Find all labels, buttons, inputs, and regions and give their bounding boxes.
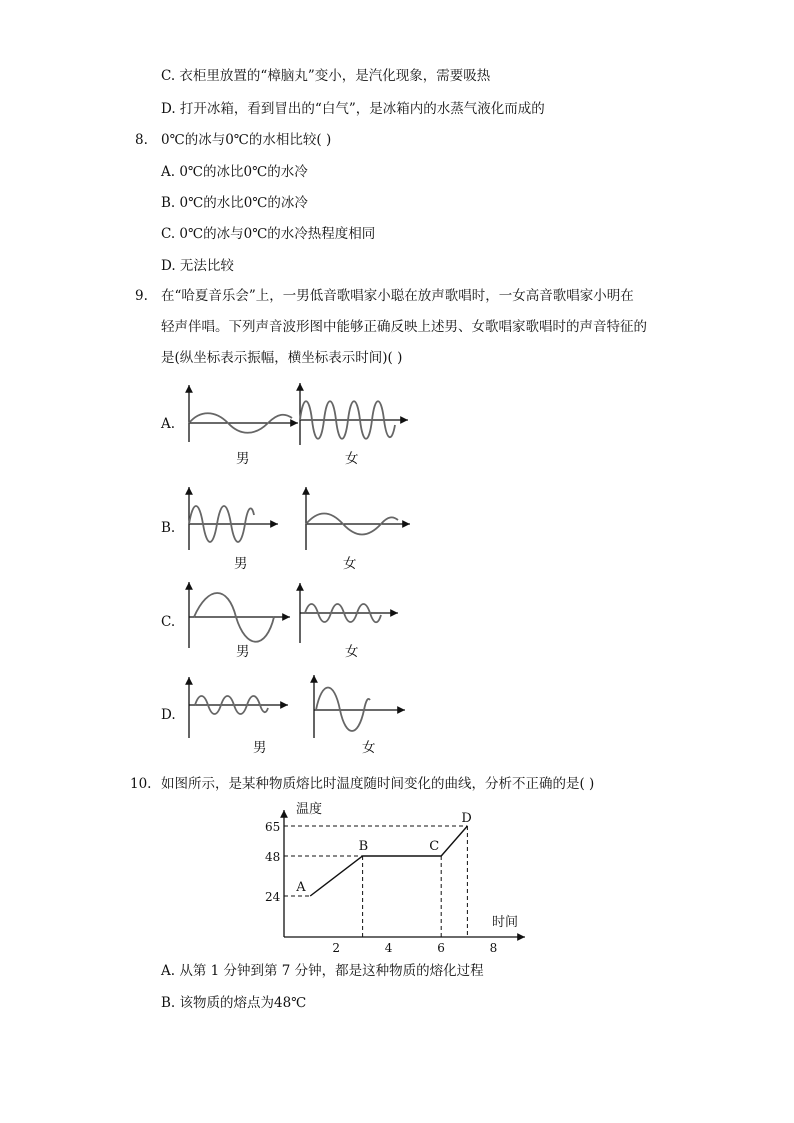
point-label-D: D	[461, 811, 472, 826]
y-tick-65: 65	[265, 820, 281, 834]
point-label-A: A	[296, 880, 306, 895]
point-label-C: C	[429, 839, 440, 854]
q9-b-right-caption: 女	[343, 556, 357, 572]
q10-number: 10.	[130, 776, 152, 792]
x-tick-2: 2	[332, 941, 341, 955]
q8-option-d: D. 无法比较	[161, 258, 234, 274]
q9-option-b-label: B.	[161, 520, 176, 536]
q8-option-c: C. 0℃的冰与0℃的水冷热程度相同	[161, 226, 376, 242]
x-tick-6: 6	[437, 941, 445, 955]
q9-d-left-caption: 男	[253, 740, 267, 756]
x-tick-8: 8	[489, 941, 498, 955]
q9-b-left-caption: 男	[234, 556, 248, 572]
q10-stem: 如图所示，是某种物质熔比时温度随时间变化的曲线，分析不正确的是( )	[161, 776, 595, 792]
q9-a-right-caption: 女	[345, 451, 359, 467]
q8-stem: 0℃的冰与0℃的水相比较( )	[161, 132, 332, 148]
q9-d-right-caption: 女	[362, 740, 376, 756]
q8-option-b: B. 0℃的水比0℃的冰冷	[161, 195, 308, 211]
q9-option-d-label: D.	[161, 707, 176, 723]
q7-option-c: C. 衣柜里放置的“樟脑丸”变小，是汽化现象，需要吸热	[161, 68, 491, 84]
q9-option-c-label: C.	[161, 614, 176, 630]
q9-stem-line-1: 在“哈夏音乐会”上，一男低音歌唱家小聪在放声歌唱时，一女高音歌唱家小明在	[161, 288, 634, 304]
q9-a-left-caption: 男	[236, 451, 250, 467]
chart-x-label: 时间	[492, 915, 519, 930]
point-label-B: B	[358, 839, 369, 854]
q9-stem-line-3: 是(纵坐标表示振幅，横坐标表示时间)( )	[161, 350, 403, 366]
chart-y-label: 温度	[296, 802, 323, 817]
y-tick-24: 24	[265, 890, 281, 904]
q10-option-a: A. 从第 1 分钟到第 7 分钟，都是这种物质的熔化过程	[161, 963, 484, 979]
q8-number: 8.	[135, 132, 148, 148]
q9-c-left-caption: 男	[236, 644, 250, 660]
q9-number: 9.	[135, 288, 148, 304]
q8-option-a: A. 0℃的冰比0℃的水冷	[161, 164, 308, 180]
q9-stem-line-2: 轻声伴唱。下列声音波形图中能够正确反映上述男、女歌唱家歌唱时的声音特征的	[161, 319, 647, 335]
q10-option-b: B. 该物质的熔点为48℃	[161, 995, 307, 1011]
y-tick-48: 48	[265, 850, 281, 864]
q7-option-d: D. 打开冰箱，看到冒出的“白气”，是冰箱内的水蒸气液化而成的	[161, 101, 545, 117]
x-tick-4: 4	[384, 941, 393, 955]
q9-option-a-label: A.	[161, 416, 176, 432]
q9-c-right-caption: 女	[345, 644, 359, 660]
chart-series-line	[310, 826, 467, 896]
